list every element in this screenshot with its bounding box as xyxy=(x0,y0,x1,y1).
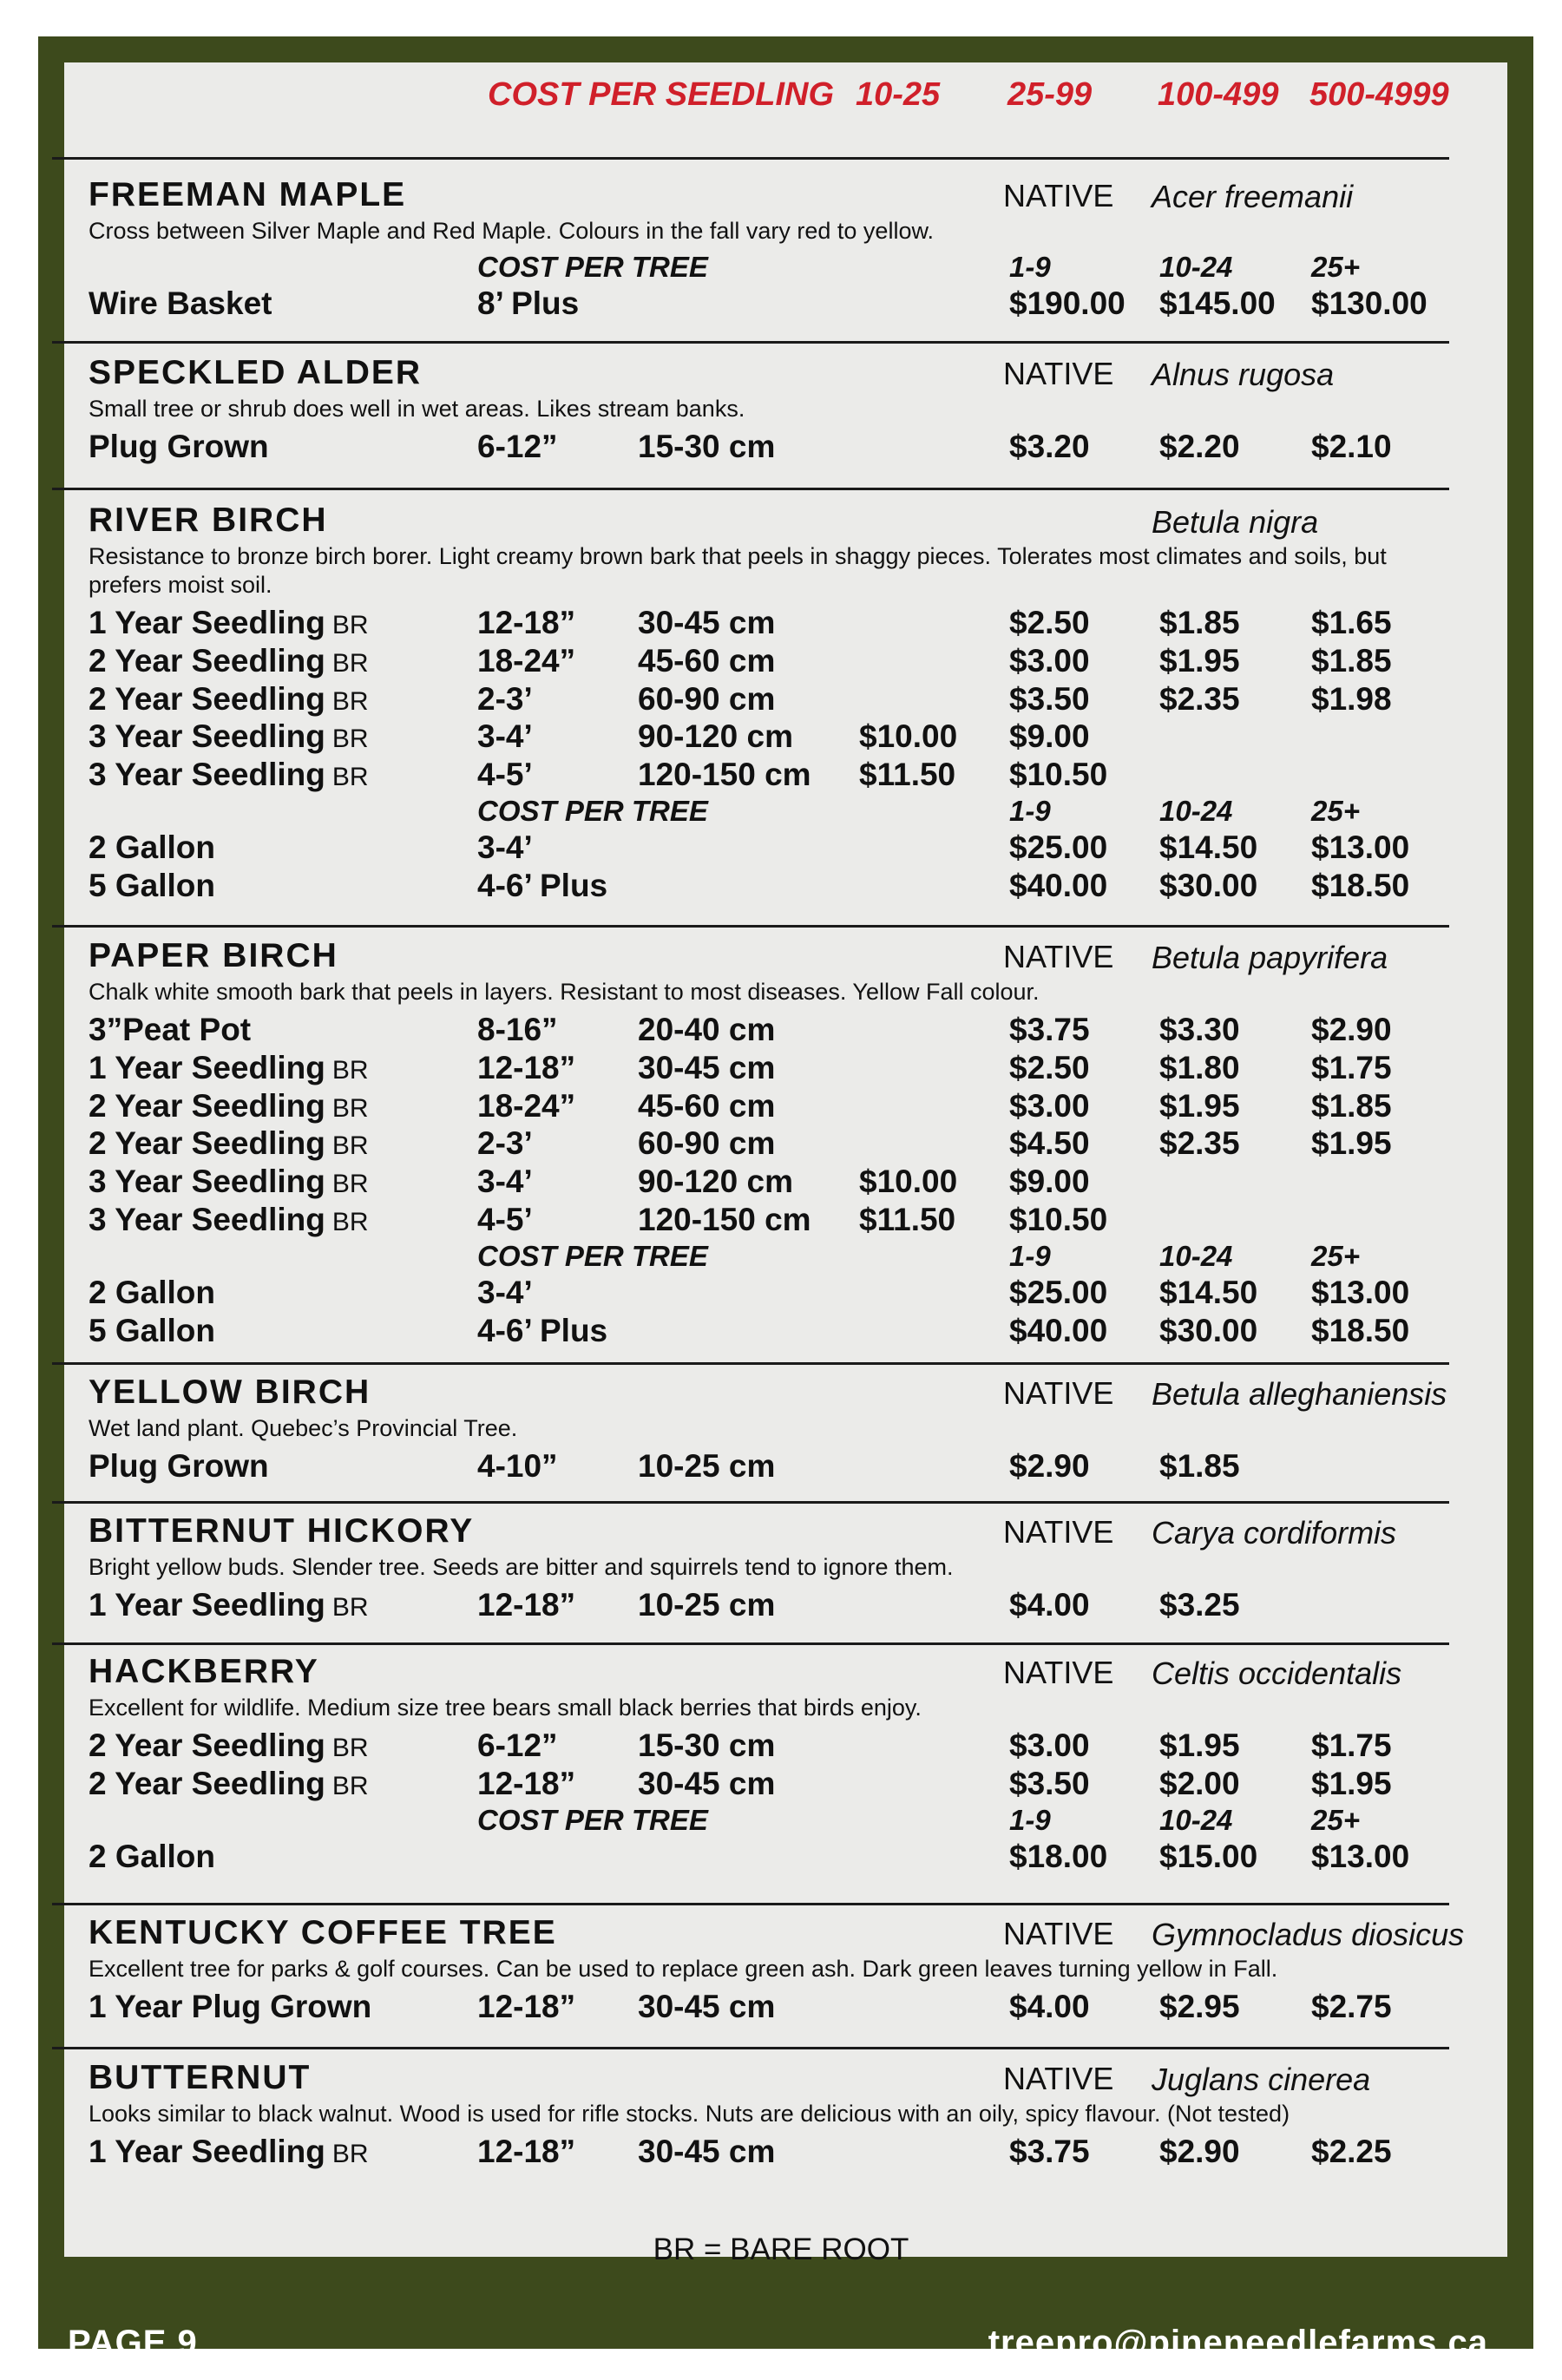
tier-label: 1-9 xyxy=(1009,795,1051,827)
price-cell: $3.75 xyxy=(1009,1012,1090,1047)
size-imperial: 4-6’ Plus xyxy=(477,867,608,903)
price-cell: $11.50 xyxy=(859,1202,956,1237)
price-cell: $1.95 xyxy=(1311,1125,1392,1162)
price-cell: $13.00 xyxy=(1311,1274,1410,1310)
product-label: 2 Year Seedling xyxy=(89,1125,325,1162)
price-cell: $30.00 xyxy=(1159,867,1258,903)
tier-label: 10-25 xyxy=(856,76,941,113)
size-imperial: 4-6’ Plus xyxy=(477,1312,608,1348)
price-cell: $3.75 xyxy=(1009,2134,1090,2169)
size-imperial: 18-24” xyxy=(477,1087,576,1124)
product-label: 1 Year Seedling xyxy=(89,1049,325,1085)
product-name xyxy=(89,1313,215,1349)
size-imperial: 12-18” xyxy=(477,605,576,640)
price-cell: $9.00 xyxy=(1009,718,1090,755)
product-name xyxy=(89,1164,369,1200)
price-cell: $18.50 xyxy=(1311,867,1410,903)
price-cell: $30.00 xyxy=(1159,1312,1258,1348)
size-metric: 90-120 cm xyxy=(638,718,793,755)
product-label: 3 Year Seedling xyxy=(89,1164,325,1200)
price-cell: $1.75 xyxy=(1311,1728,1392,1763)
native-label: NATIVE xyxy=(1003,356,1114,391)
price-cell: $2.20 xyxy=(1159,429,1240,464)
product-name xyxy=(89,757,369,793)
product-label: 2 Year Seedling xyxy=(89,1728,325,1763)
native-label: NATIVE xyxy=(1003,1514,1114,1550)
latin-name: Betula nigra xyxy=(1152,504,1319,540)
tier-label: 10-24 xyxy=(1159,1803,1233,1836)
latin-name: Juglans cinerea xyxy=(1152,2062,1371,2097)
price-cell: $190.00 xyxy=(1009,285,1126,321)
price-cell: $18.50 xyxy=(1311,1312,1410,1348)
product-label: Plug Grown xyxy=(89,429,269,464)
price-cell: $2.10 xyxy=(1311,429,1392,464)
native-label: NATIVE xyxy=(1003,2061,1114,2096)
price-cell: $25.00 xyxy=(1009,829,1108,865)
size-metric: 45-60 cm xyxy=(638,642,776,679)
product-name xyxy=(89,1125,369,1162)
price-cell: $4.00 xyxy=(1009,1587,1090,1623)
price-cell: $1.98 xyxy=(1311,680,1392,717)
product-label: 2 Year Seedling xyxy=(89,642,325,679)
tier-label: 25+ xyxy=(1311,1803,1360,1836)
product-label: 5 Gallon xyxy=(89,1312,215,1348)
size-metric: 30-45 cm xyxy=(638,605,776,640)
size-imperial: 3-4’ xyxy=(477,1164,533,1200)
divider xyxy=(52,1501,1449,1504)
product-label: 3 Year Seedling xyxy=(89,718,325,755)
size-metric: 30-45 cm xyxy=(638,1049,776,1085)
size-metric: 90-120 cm xyxy=(638,1164,793,1200)
price-cell: $3.00 xyxy=(1009,1728,1090,1763)
product-name xyxy=(89,1050,369,1086)
price-cell: $4.00 xyxy=(1009,1989,1090,2024)
native-label: NATIVE xyxy=(1003,1655,1114,1690)
product-name xyxy=(89,1275,215,1311)
product-label: 2 Gallon xyxy=(89,1838,215,1874)
tier-label: 100-499 xyxy=(1158,76,1279,113)
size-imperial: 4-10” xyxy=(477,1448,558,1484)
cost-per-tree-label: COST PER TREE xyxy=(477,251,708,283)
native-label: NATIVE xyxy=(1003,1375,1114,1411)
species-name: BITTERNUT HICKORY xyxy=(89,1512,475,1550)
divider xyxy=(52,157,1449,160)
product-name xyxy=(89,1587,369,1623)
tier-label: 25+ xyxy=(1311,795,1360,827)
bare-root-tag: BR xyxy=(331,611,369,639)
bare-root-tag: BR xyxy=(331,1593,369,1622)
size-imperial: 6-12” xyxy=(477,429,558,464)
product-label: 1 Year Seedling xyxy=(89,605,325,640)
divider xyxy=(52,1903,1449,1905)
price-cell: $1.95 xyxy=(1311,1765,1392,1801)
size-imperial: 12-18” xyxy=(477,1765,576,1801)
price-cell: $14.50 xyxy=(1159,1274,1258,1310)
size-imperial: 12-18” xyxy=(477,2134,576,2169)
price-cell: $14.50 xyxy=(1159,829,1258,865)
size-metric: 60-90 cm xyxy=(638,1125,776,1162)
size-imperial: 4-5’ xyxy=(477,757,533,793)
tier-label: 10-24 xyxy=(1159,251,1233,283)
price-cell: $3.00 xyxy=(1009,1087,1090,1124)
size-imperial: 4-5’ xyxy=(477,1202,533,1237)
price-cell: $2.50 xyxy=(1009,1049,1090,1085)
species-name: BUTTERNUT xyxy=(89,2059,312,2096)
species-description: Cross between Silver Maple and Red Maple. Colours in the fall vary red to yellow. xyxy=(89,218,934,244)
bare-root-tag: BR xyxy=(331,1131,369,1161)
bare-root-tag: BR xyxy=(331,2140,369,2168)
product-name xyxy=(89,285,272,322)
price-cell: $130.00 xyxy=(1311,285,1427,321)
size-imperial: 8-16” xyxy=(477,1012,558,1047)
divider xyxy=(52,1642,1449,1645)
bare-root-tag: BR xyxy=(331,1093,369,1123)
size-imperial: 12-18” xyxy=(477,1587,576,1623)
price-cell: $1.95 xyxy=(1159,1728,1240,1763)
product-label: 2 Year Seedling xyxy=(89,1087,325,1124)
divider xyxy=(52,1362,1449,1365)
price-cell: $2.35 xyxy=(1159,680,1240,717)
page-number: PAGE 9 xyxy=(68,2324,198,2362)
product-label: Plug Grown xyxy=(89,1448,269,1484)
species-description: Excellent tree for parks & golf courses. Can be used to replace green ash. Dark green leaves turning yellow in Fall. xyxy=(89,1956,1278,1982)
legend: BR = BARE ROOT xyxy=(653,2232,909,2266)
divider xyxy=(52,488,1449,490)
tier-label: 500-4999 xyxy=(1309,76,1449,113)
latin-name: Alnus rugosa xyxy=(1152,357,1335,392)
latin-name: Acer freemanii xyxy=(1152,179,1354,214)
size-imperial: 12-18” xyxy=(477,1989,576,2024)
price-cell: $2.50 xyxy=(1009,605,1090,640)
cost-per-tree-label: COST PER TREE xyxy=(477,795,708,827)
latin-name: Celtis occidentalis xyxy=(1152,1656,1402,1691)
product-name xyxy=(89,1839,215,1875)
price-cell: $2.95 xyxy=(1159,1989,1240,2024)
species-name: KENTUCKY COFFEE TREE xyxy=(89,1914,557,1951)
price-cell: $2.90 xyxy=(1311,1012,1392,1047)
price-cell: $4.50 xyxy=(1009,1125,1090,1162)
price-cell: $2.25 xyxy=(1311,2134,1392,2169)
price-cell: $145.00 xyxy=(1159,285,1276,321)
size-imperial: 2-3’ xyxy=(477,680,533,717)
bare-root-tag: BR xyxy=(331,686,369,716)
size-imperial: 2-3’ xyxy=(477,1125,533,1162)
product-label: 2 Year Seedling xyxy=(89,1765,325,1801)
price-cell: $13.00 xyxy=(1311,1838,1410,1874)
price-cell: $1.85 xyxy=(1311,642,1392,679)
bare-root-tag: BR xyxy=(331,1055,369,1085)
size-imperial: 18-24” xyxy=(477,642,576,679)
latin-name: Carya cordiformis xyxy=(1152,1515,1397,1551)
product-label: 2 Gallon xyxy=(89,1274,215,1310)
size-metric: 15-30 cm xyxy=(638,1728,776,1763)
price-cell: $2.75 xyxy=(1311,1989,1392,2024)
product-name xyxy=(89,1202,369,1238)
price-cell: $10.50 xyxy=(1009,757,1108,793)
cost-per-tree-label: COST PER TREE xyxy=(477,1239,708,1272)
product-label: Wire Basket xyxy=(89,285,272,321)
bare-root-tag: BR xyxy=(331,763,369,792)
price-cell: $1.80 xyxy=(1159,1049,1240,1085)
price-cell: $3.20 xyxy=(1009,429,1090,464)
price-cell: $13.00 xyxy=(1311,829,1410,865)
price-cell: $3.30 xyxy=(1159,1012,1240,1047)
price-cell: $3.00 xyxy=(1009,642,1090,679)
size-imperial: 3-4’ xyxy=(477,718,533,755)
price-cell: $1.85 xyxy=(1159,1448,1240,1484)
size-metric: 10-25 cm xyxy=(638,1448,776,1484)
price-cell: $3.50 xyxy=(1009,680,1090,717)
bare-root-tag: BR xyxy=(331,648,369,678)
price-cell: $25.00 xyxy=(1009,1274,1108,1310)
contact-email[interactable]: treepro@pineneedlefarms.ca xyxy=(988,2324,1488,2362)
price-cell: $40.00 xyxy=(1009,1312,1108,1348)
species-name: RIVER BIRCH xyxy=(89,502,328,539)
product-label: 1 Year Seedling xyxy=(89,2134,325,2169)
size-imperial: 12-18” xyxy=(477,1049,576,1085)
product-name xyxy=(89,718,369,755)
price-cell: $1.95 xyxy=(1159,642,1240,679)
product-name xyxy=(89,1012,251,1048)
bare-root-tag: BR xyxy=(331,1170,369,1199)
species-name: SPECKLED ALDER xyxy=(89,354,423,391)
product-label: 3 Year Seedling xyxy=(89,1202,325,1237)
product-label: 3 Year Seedling xyxy=(89,757,325,793)
cost-per-tree-label: COST PER TREE xyxy=(477,1803,708,1836)
tier-label: 1-9 xyxy=(1009,251,1051,283)
size-metric: 10-25 cm xyxy=(638,1587,776,1623)
price-cell: $1.65 xyxy=(1311,605,1392,640)
species-name: PAPER BIRCH xyxy=(89,937,338,974)
price-cell: $15.00 xyxy=(1159,1838,1258,1874)
size-metric: 30-45 cm xyxy=(638,1765,776,1801)
divider xyxy=(52,925,1449,928)
product-label: 2 Year Seedling xyxy=(89,680,325,717)
product-name xyxy=(89,2134,369,2170)
product-name xyxy=(89,1728,369,1764)
size-metric: 20-40 cm xyxy=(638,1012,776,1047)
species-name: YELLOW BIRCH xyxy=(89,1374,371,1411)
product-label: 1 Year Seedling xyxy=(89,1587,325,1623)
divider xyxy=(52,2047,1449,2049)
price-cell: $2.90 xyxy=(1159,2134,1240,2169)
size-metric: 30-45 cm xyxy=(638,2134,776,2169)
price-cell: $9.00 xyxy=(1009,1164,1090,1200)
species-description: Resistance to bronze birch borer. Light creamy brown bark that peels in shaggy pieces. Tolerates most climates and soils, but prefers moist soil. xyxy=(89,543,1387,598)
product-name xyxy=(89,1989,371,2025)
tier-label: 1-9 xyxy=(1009,1803,1051,1836)
latin-name: Betula alleghaniensis xyxy=(1152,1376,1447,1412)
price-cell: $2.90 xyxy=(1009,1448,1090,1484)
size-metric: 15-30 cm xyxy=(638,429,776,464)
tier-label: 25+ xyxy=(1311,251,1360,283)
size-metric: 30-45 cm xyxy=(638,1989,776,2024)
product-label: 1 Year Plug Grown xyxy=(89,1989,372,2024)
size-imperial: 3-4’ xyxy=(477,1274,533,1310)
native-label: NATIVE xyxy=(1003,939,1114,974)
product-label: 3”Peat Pot xyxy=(89,1012,252,1047)
latin-name: Gymnocladus diosicus xyxy=(1152,1917,1465,1952)
price-cell: $40.00 xyxy=(1009,867,1108,903)
species-name: HACKBERRY xyxy=(89,1653,319,1690)
size-metric: 60-90 cm xyxy=(638,680,776,717)
bare-root-tag: BR xyxy=(331,1771,369,1800)
product-name xyxy=(89,429,269,465)
tier-label: 25+ xyxy=(1311,1239,1360,1272)
species-description: Chalk white smooth bark that peels in layers. Resistant to most diseases. Yellow Fall colour. xyxy=(89,979,1040,1005)
size-imperial: 6-12” xyxy=(477,1728,558,1763)
product-name xyxy=(89,868,215,904)
price-cell: $1.85 xyxy=(1159,605,1240,640)
product-name xyxy=(89,1448,269,1485)
divider xyxy=(52,341,1449,344)
seedling-price-header xyxy=(0,76,1562,128)
species-description: Wet land plant. Quebec’s Provincial Tree. xyxy=(89,1415,518,1441)
product-name xyxy=(89,1088,369,1124)
price-cell: $3.50 xyxy=(1009,1765,1090,1801)
product-name xyxy=(89,681,369,718)
product-label: 5 Gallon xyxy=(89,867,215,903)
species-description: Excellent for wildlife. Medium size tree bears small black berries that birds enjoy. xyxy=(89,1695,922,1721)
price-cell: $10.00 xyxy=(859,1164,958,1200)
native-label: NATIVE xyxy=(1003,1916,1114,1951)
product-name xyxy=(89,829,215,866)
price-cell: $2.00 xyxy=(1159,1765,1240,1801)
size-imperial: 8’ Plus xyxy=(477,285,580,321)
species-description: Looks similar to black walnut. Wood is used for rifle stocks. Nuts are delicious with an oily, spicy flavour. (Not tested) xyxy=(89,2101,1290,2127)
price-cell: $11.50 xyxy=(859,757,956,793)
size-imperial: 3-4’ xyxy=(477,829,533,865)
price-cell: $1.75 xyxy=(1311,1049,1392,1085)
tier-label: 10-24 xyxy=(1159,1239,1233,1272)
price-cell: $1.95 xyxy=(1159,1087,1240,1124)
tier-label: 1-9 xyxy=(1009,1239,1051,1272)
size-metric: 120-150 cm xyxy=(638,1202,811,1237)
price-cell: $1.85 xyxy=(1311,1087,1392,1124)
price-cell: $10.00 xyxy=(859,718,958,755)
bare-root-tag: BR xyxy=(331,1734,369,1762)
size-metric: 120-150 cm xyxy=(638,757,811,793)
price-cell: $10.50 xyxy=(1009,1202,1108,1237)
product-name xyxy=(89,1766,369,1802)
cost-per-seedling-label: COST PER SEEDLING xyxy=(488,76,835,113)
product-label: 2 Gallon xyxy=(89,829,215,865)
tier-label: 25-99 xyxy=(1007,76,1093,113)
bare-root-tag: BR xyxy=(331,724,369,754)
species-description: Bright yellow buds. Slender tree. Seeds are bitter and squirrels tend to ignore them. xyxy=(89,1554,954,1580)
latin-name: Betula papyrifera xyxy=(1152,940,1388,975)
bare-root-tag: BR xyxy=(331,1208,369,1236)
species-name: FREEMAN MAPLE xyxy=(89,176,407,213)
size-metric: 45-60 cm xyxy=(638,1087,776,1124)
tier-label: 10-24 xyxy=(1159,795,1233,827)
price-cell: $2.35 xyxy=(1159,1125,1240,1162)
price-cell: $18.00 xyxy=(1009,1838,1108,1874)
price-cell: $3.25 xyxy=(1159,1587,1240,1623)
native-label: NATIVE xyxy=(1003,178,1114,213)
species-description: Small tree or shrub does well in wet areas. Likes stream banks. xyxy=(89,396,745,422)
product-name xyxy=(89,643,369,679)
product-name xyxy=(89,605,369,641)
